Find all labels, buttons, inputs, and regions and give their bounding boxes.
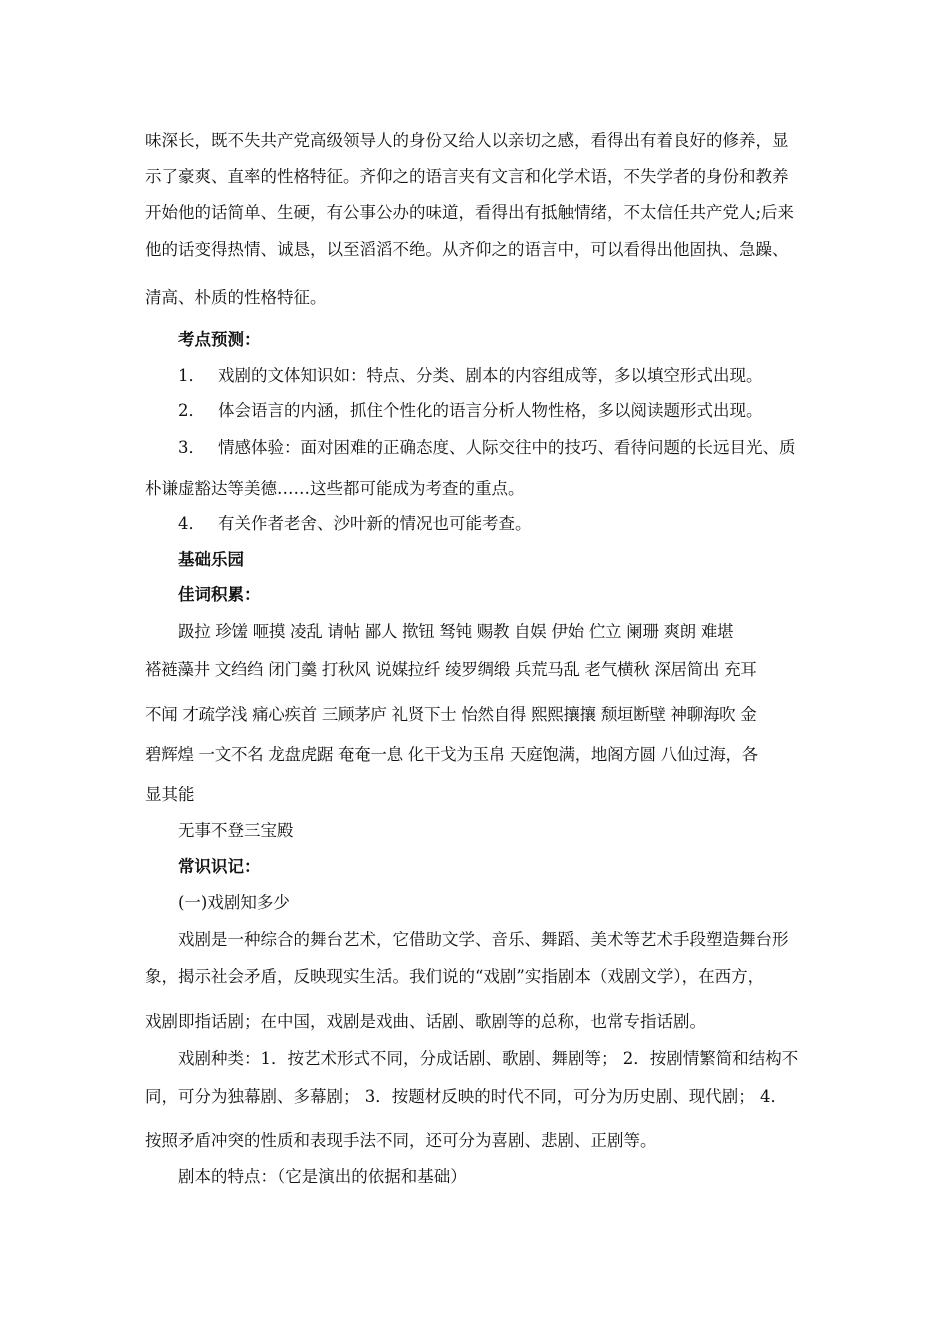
list-number: 3．: [178, 438, 205, 457]
vocabulary-line: 显其能: [145, 785, 195, 804]
paragraph-line: 戏剧种类：1．按艺术形式不同，分成话剧、歌剧、舞剧等； 2．按剧情繁简和结构不: [178, 1049, 799, 1068]
paragraph-line: 他的话变得热情、诚恳，以至滔滔不绝。从齐仰之的语言中，可以看得出他固执、急躁、: [145, 240, 789, 259]
paragraph-line: 同，可分为独幕剧、多幕剧； 3．按题材反映的时代不同，可分为历史剧、现代剧； 4．: [145, 1087, 787, 1106]
paragraph-line: 象，揭示社会矛盾，反映现实生活。我们说的“戏剧”实指剧本（戏剧文学），在西方，: [145, 967, 765, 986]
list-item-text: 情感体验：面对困难的正确态度、人际交往中的技巧、看待问题的长远目光、质: [218, 438, 796, 457]
vocabulary-line: 趿拉 珍馐 咂摸 凌乱 请帖 鄙人 揿钮 驽钝 赐教 自娱 伊始 伫立 阑珊 爽朗 难堪: [178, 622, 734, 641]
paragraph-line: 戏剧即指话剧；在中国，戏剧是戏曲、话剧、歌剧等的总称，也常专指话剧。: [145, 1012, 706, 1031]
paragraph-line: 戏剧是一种综合的舞台艺术，它借助文学、音乐、舞蹈、美术等艺术手段塑造舞台形: [178, 930, 789, 949]
list-item: [178, 365, 810, 387]
list-number: 4．: [178, 514, 205, 533]
list-item-text: 戏剧的文体知识如：特点、分类、剧本的内容组成等，多以填空形式出现。: [218, 366, 763, 385]
paragraph-line: 示了豪爽、直率的性格特征。齐仰之的语言夹有文言和化学术语，不失学者的身份和教养: [145, 167, 789, 186]
vocabulary-line: 无事不登三宝殿: [178, 821, 294, 840]
paragraph-line: 剧本的特点：（它是演出的依据和基础）: [178, 1167, 467, 1186]
list-number: 2．: [178, 401, 205, 420]
section-heading-vocabulary: 佳词积累：: [178, 585, 261, 604]
list-item: [178, 437, 810, 459]
section-heading-knowledge: 常识识记：: [178, 857, 261, 876]
paragraph-line: 朴谦虚豁达等美德……这些都可能成为考查的重点。: [145, 479, 525, 498]
paragraph-line: 开始他的话简单、生硬，有公事公办的味道，看得出有抵触情绪，不太信任共产党人;后来: [145, 203, 795, 222]
vocabulary-line: 褡裢藻井 文绉绉 闭门羹 打秋风 说媒拉纤 绫罗绸缎 兵荒马乱 老气横秋 深居简出 充耳: [145, 660, 757, 679]
list-item: [178, 513, 810, 535]
paragraph-line: 清高、朴质的性格特征。: [145, 288, 327, 307]
paragraph-line: 味深长，既不失共产党高级领导人的身份又给人以亲切之感，看得出有着良好的修养，显: [145, 131, 789, 150]
paragraph-line: 按照矛盾冲突的性质和表现手法不同，还可分为喜剧、悲剧、正剧等。: [145, 1131, 657, 1150]
list-item-text: 有关作者老舍、沙叶新的情况也可能考查。: [218, 514, 532, 533]
list-number: 1．: [178, 366, 205, 385]
vocabulary-line: 碧辉煌 一文不名 龙盘虎踞 奄奄一息 化干戈为玉帛 天庭饱满，地阁方圆 八仙过海，各: [145, 745, 758, 764]
list-item: [178, 400, 810, 422]
subsection-heading: (一)戏剧知多少: [178, 893, 290, 912]
section-heading-exam-forecast: 考点预测：: [178, 330, 261, 349]
section-heading-basics: 基础乐园: [178, 550, 244, 569]
vocabulary-line: 不闻 才疏学浅 痛心疾首 三顾茅庐 礼贤下士 怡然自得 熙熙攘攘 颓垣断壁 神聊海吹 金: [145, 705, 757, 724]
list-item-text: 体会语言的内涵，抓住个性化的语言分析人物性格，多以阅读题形式出现。: [218, 401, 763, 420]
